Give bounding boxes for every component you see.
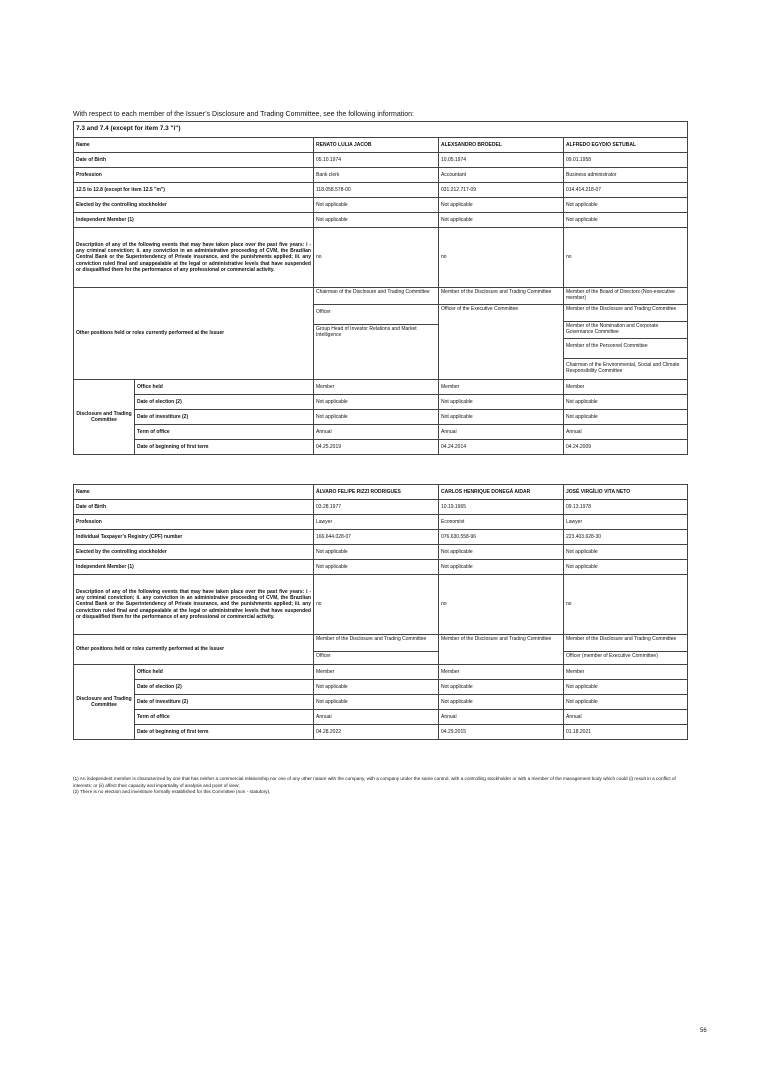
member-dob: 05.10.1974 (314, 153, 439, 168)
member-office-held: Member (439, 380, 564, 395)
member-independent: Not applicable (439, 213, 564, 228)
label-office-held: Office held (135, 665, 314, 680)
member-date-first-term: 04.28.2022 (314, 725, 439, 740)
member-date-election: Not applicable (564, 680, 688, 695)
member-date-investiture: Not applicable (439, 695, 564, 710)
page-number: 56 (700, 1028, 707, 1034)
label-description: Description of any of the following events that may have taken place over the past five years: i - any criminal conviction; ii. any conviction in an administrative proceeding of CVM, the Brazilian Central Bank or the Superintendency of Private insurance, and the punishments applied; iii. any conviction ruled final and unappealable at the legal or administrative levels that have suspended or disqualified them for the performance of any professional or commercial activity. (74, 228, 314, 288)
section-title: 7.3 and 7.4 (except for item 7.3 "i") (74, 122, 688, 138)
member-description: no (564, 228, 688, 288)
member-name: ALEXSANDRO BROEDEL (439, 138, 564, 153)
member-office-held: Member (564, 665, 688, 680)
member-independent: Not applicable (439, 560, 564, 575)
member-description: no (564, 575, 688, 635)
member-elected: Not applicable (314, 545, 439, 560)
footnote: (2) There is no election and investiture formally established for this Committee (non - statutory). (73, 789, 271, 794)
label-committee: Disclosure and Trading Committee (74, 380, 135, 455)
member-name: JOSÉ VIRGÍLIO VITA NETO (564, 485, 688, 500)
member-date-election: Not applicable (439, 680, 564, 695)
member-other-positions (314, 635, 439, 665)
member-term-office: Annual (439, 710, 564, 725)
member-other-positions (314, 288, 439, 380)
label-term-office: Term of office (135, 425, 314, 440)
label-cpf: 12.5 to 12.8 (except for item 12.5 "m") (74, 183, 314, 198)
label-elected: Elected by the controlling stockholder (74, 545, 314, 560)
position-item: Member of the Disclosure and Trading Committee (314, 635, 438, 652)
label-dob: Date of Birth (74, 500, 314, 515)
label-independent: Independent Member (1) (74, 213, 314, 228)
member-profession: Bank clerk (314, 168, 439, 183)
member-date-first-term: 04.29.2015 (439, 725, 564, 740)
member-name: ÁLVARO FELIPE RIZZI RODRIGUES (314, 485, 439, 500)
member-profession: Economist (439, 515, 564, 530)
position-item: Member of the Personnel Committee (564, 339, 687, 359)
member-cpf: 031.212.717-09 (439, 183, 564, 198)
member-office-held: Member (314, 665, 439, 680)
member-other-positions (564, 288, 688, 380)
label-name: Name (74, 138, 314, 153)
member-term-office: Annual (564, 425, 688, 440)
member-date-first-term: 01.18.2021 (564, 725, 688, 740)
member-elected: Not applicable (439, 545, 564, 560)
label-other-positions: Other positions held or roles currently performed at the Issuer (74, 288, 314, 380)
label-independent: Independent Member (1) (74, 560, 314, 575)
position-item: Officer (316, 653, 331, 659)
label-profession: Profession (74, 168, 314, 183)
member-elected: Not applicable (439, 198, 564, 213)
member-date-election: Not applicable (564, 395, 688, 410)
member-dob: 03.28.1977 (314, 500, 439, 515)
label-date-first-term: Date of beginning of first term (135, 725, 314, 740)
member-other-positions (564, 635, 688, 665)
label-description: Description of any of the following events that may have taken place over the past five years: i - any criminal conviction; ii. any conviction in an administrative proceeding of CVM, the Brazilian Central Bank or the Superintendency of Private insurance, and the punishments applied; iii. any conviction ruled final and unappealable at the legal or administrative levels that have suspended or disqualified them for the performance of any professional or commercial activity. (74, 575, 314, 635)
footnote: (1) An independent member is characterized by one that has neither a commercial relationship nor one of any other nature with the company, with a company under the same control, with a controlling stockholder or with a member of the management body which could (i) result in a conflict of interests; or (ii) affect their capacity and impartiality of analysis and point of view; (73, 776, 676, 788)
position-item: Member of the Nomination and Corporate Governance Committee (564, 322, 687, 339)
member-date-investiture: Not applicable (439, 410, 564, 425)
position-item: Chairman of the Environmental, Social and Climate Responsibility Committee (566, 362, 680, 375)
member-description: no (314, 575, 439, 635)
member-other-positions (439, 635, 564, 665)
label-elected: Elected by the controlling stockholder (74, 198, 314, 213)
member-name: RENATO LULIA JACOB (314, 138, 439, 153)
member-profession: Lawyer (564, 515, 688, 530)
member-date-first-term: 04.24.2014 (439, 440, 564, 455)
label-date-first-term: Date of beginning of first term (135, 440, 314, 455)
member-office-held: Member (314, 380, 439, 395)
position-item: Member of the Disclosure and Trading Committee (564, 305, 687, 322)
member-profession: Lawyer (314, 515, 439, 530)
position-item: Group Head of Investor Relations and Market Intelligence (316, 326, 417, 339)
member-dob: 10.05.1974 (439, 153, 564, 168)
label-term-office: Term of office (135, 710, 314, 725)
member-elected: Not applicable (314, 198, 439, 213)
label-other-positions: Other positions held or roles currently performed at the Issuer (74, 635, 314, 665)
member-cpf: 014.414.218-07 (564, 183, 688, 198)
member-independent: Not applicable (314, 560, 439, 575)
footnotes (73, 776, 687, 796)
member-independent: Not applicable (564, 560, 688, 575)
label-cpf: Individual Taxpayer’s Registry (CPF) number (74, 530, 314, 545)
member-date-election: Not applicable (439, 395, 564, 410)
member-date-first-term: 04.25.2019 (314, 440, 439, 455)
member-date-investiture: Not applicable (314, 410, 439, 425)
position-item: Member of the Disclosure and Trading Committee (439, 288, 563, 305)
member-elected: Not applicable (564, 198, 688, 213)
member-name: ALFREDO EGYDIO SETUBAL (564, 138, 688, 153)
label-dob: Date of Birth (74, 153, 314, 168)
member-cpf: 076.630.558-96 (439, 530, 564, 545)
intro-text: With respect to each member of the Issuer’s Disclosure and Trading Committee, see the following information: (73, 111, 414, 118)
member-date-investiture: Not applicable (564, 695, 688, 710)
committee-table-1 (73, 121, 688, 455)
label-date-investiture: Date of investiture (2) (135, 695, 314, 710)
member-term-office: Annual (564, 710, 688, 725)
label-profession: Profession (74, 515, 314, 530)
position-item: Member of the Disclosure and Trading Committee (564, 635, 687, 652)
member-cpf: 166.644.028-07 (314, 530, 439, 545)
member-date-election: Not applicable (314, 395, 439, 410)
member-elected: Not applicable (564, 545, 688, 560)
position-item: Chairman of the Disclosure and Trading Committee (314, 288, 438, 305)
label-office-held: Office held (135, 380, 314, 395)
member-dob: 09.13.1978 (564, 500, 688, 515)
member-profession: Accountant (439, 168, 564, 183)
member-description: no (439, 575, 564, 635)
member-date-investiture: Not applicable (314, 695, 439, 710)
position-item: Officer (314, 305, 438, 325)
member-independent: Not applicable (564, 213, 688, 228)
member-cpf: 223.403.628-30 (564, 530, 688, 545)
member-office-held: Member (564, 380, 688, 395)
member-date-election: Not applicable (314, 680, 439, 695)
label-name: Name (74, 485, 314, 500)
label-date-investiture: Date of investiture (2) (135, 410, 314, 425)
position-item: Officer (member of Executive Committee) (566, 653, 658, 659)
member-term-office: Annual (439, 425, 564, 440)
member-dob: 10.19.1965 (439, 500, 564, 515)
position-item: Member of the Disclosure and Trading Committee (441, 636, 552, 642)
position-item: Officer of the Executive Committee (441, 306, 519, 312)
member-dob: 09.01.1958 (564, 153, 688, 168)
committee-table-2 (73, 484, 688, 740)
label-committee: Disclosure and Trading Committee (74, 665, 135, 740)
member-term-office: Annual (314, 710, 439, 725)
label-date-election: Date of election (2) (135, 395, 314, 410)
member-independent: Not applicable (314, 213, 439, 228)
member-profession: Business administrator (564, 168, 688, 183)
member-term-office: Annual (314, 425, 439, 440)
member-other-positions (439, 288, 564, 380)
label-date-election: Date of election (2) (135, 680, 314, 695)
member-cpf: 118.058.578-00 (314, 183, 439, 198)
member-description: no (314, 228, 439, 288)
member-date-first-term: 04.24.2009 (564, 440, 688, 455)
member-office-held: Member (439, 665, 564, 680)
member-description: no (439, 228, 564, 288)
position-item: Member of the Board of Directors (Non-executive member) (564, 288, 687, 305)
member-date-investiture: Not applicable (564, 410, 688, 425)
member-name: CARLOS HENRIQUE DONEGÁ AIDAR (439, 485, 564, 500)
